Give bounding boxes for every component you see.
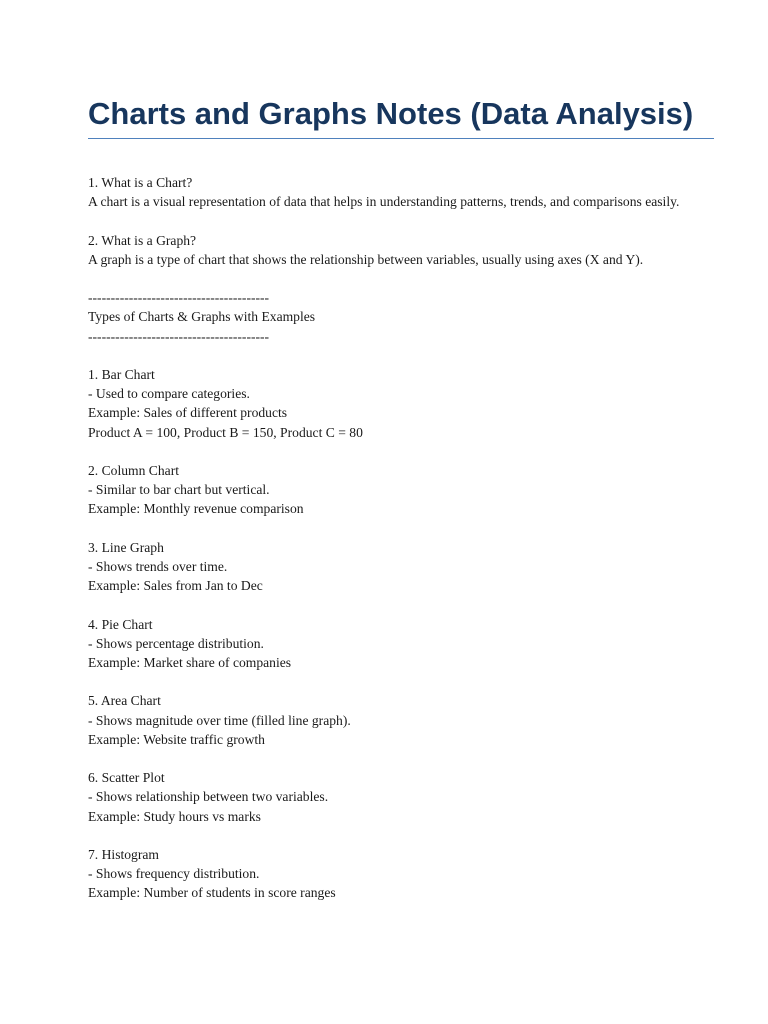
section-what-is-graph bbox=[88, 231, 714, 269]
type-heading: 6. Scatter Plot bbox=[88, 770, 165, 786]
type-heading: 1. Bar Chart bbox=[88, 366, 155, 382]
spacer bbox=[88, 749, 714, 768]
type-bar-chart bbox=[88, 365, 714, 442]
type-example: Example: Monthly revenue comparison bbox=[88, 501, 304, 517]
spacer bbox=[88, 595, 714, 614]
type-heading: 7. Histogram bbox=[88, 846, 159, 862]
spacer bbox=[88, 269, 714, 288]
type-example: Example: Sales from Jan to Dec bbox=[88, 578, 263, 594]
dashed-divider-bottom: ---------------------------------------- bbox=[88, 328, 270, 344]
type-example: Example: Number of students in score ranges bbox=[88, 885, 336, 901]
type-heading: 2. Column Chart bbox=[88, 462, 180, 478]
type-example: Example: Sales of different products bbox=[88, 405, 288, 421]
section-heading: 1. What is a Chart? bbox=[88, 175, 193, 190]
spacer bbox=[88, 826, 714, 845]
document-title: Charts and Graphs Notes (Data Analysis) bbox=[88, 96, 694, 131]
type-description: - Shows percentage distribution. bbox=[88, 635, 264, 651]
type-heading: 5. Area Chart bbox=[88, 693, 161, 709]
type-example: Example: Market share of companies bbox=[88, 654, 292, 670]
document-body bbox=[88, 173, 714, 903]
spacer bbox=[88, 442, 714, 461]
section-heading: 2. What is a Graph? bbox=[88, 232, 197, 248]
type-example: Example: Study hours vs marks bbox=[88, 808, 261, 824]
document-page bbox=[88, 92, 714, 903]
type-description: - Used to compare categories. bbox=[88, 386, 250, 402]
type-heading: 3. Line Graph bbox=[88, 539, 164, 555]
type-histogram bbox=[88, 845, 714, 903]
spacer bbox=[88, 346, 714, 365]
type-description: - Shows magnitude over time (filled line graph). bbox=[88, 712, 351, 728]
type-column-chart bbox=[88, 461, 714, 519]
type-area-chart bbox=[88, 691, 714, 749]
section-what-is-chart bbox=[88, 173, 714, 211]
section-text: A chart is a visual representation of data that helps in understanding patterns, trends, and comparisons easily. bbox=[88, 194, 680, 210]
title-underline bbox=[88, 138, 714, 139]
types-heading-block bbox=[88, 288, 714, 346]
type-example-values: Product A = 100, Product B = 150, Product C = 80 bbox=[88, 424, 363, 440]
type-description: - Similar to bar chart but vertical. bbox=[88, 482, 270, 498]
spacer bbox=[88, 519, 714, 538]
type-description: - Shows relationship between two variables. bbox=[88, 789, 329, 805]
type-description: - Shows trends over time. bbox=[88, 558, 228, 574]
section-text: A graph is a type of chart that shows the relationship between variables, usually using axes (X and Y). bbox=[88, 251, 644, 267]
spacer bbox=[88, 211, 714, 230]
spacer bbox=[88, 672, 714, 691]
types-heading: Types of Charts & Graphs with Examples bbox=[88, 309, 316, 325]
type-scatter-plot bbox=[88, 768, 714, 826]
type-heading: 4. Pie Chart bbox=[88, 616, 153, 632]
type-line-graph bbox=[88, 538, 714, 596]
type-pie-chart bbox=[88, 615, 714, 673]
type-example: Example: Website traffic growth bbox=[88, 731, 265, 747]
dashed-divider-top: ---------------------------------------- bbox=[88, 290, 270, 306]
type-description: - Shows frequency distribution. bbox=[88, 866, 260, 882]
